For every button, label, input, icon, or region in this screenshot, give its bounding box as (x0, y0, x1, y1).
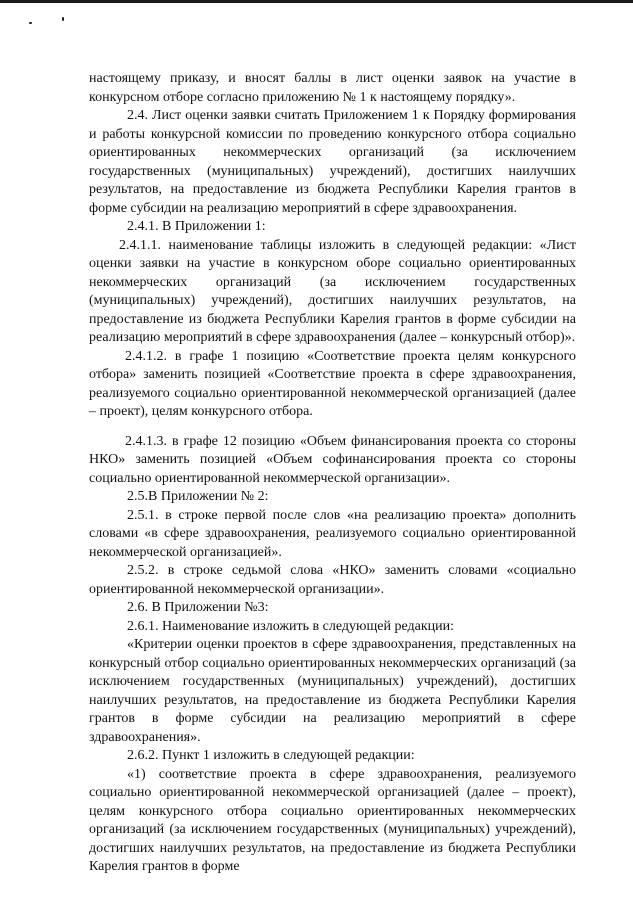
paragraph: 2.6.2. Пункт 1 изложить в следующей редакции: (127, 748, 415, 763)
paragraph: 2.6.1. Наименование изложить в следующей редакции: (127, 618, 454, 634)
paragraph: 2.4.1.3. в графе 12 позицию «Объем финансирования проекта со стороны НКО» заменить позицией «Объем софинансирования проекта со стороны социально ориентированной некоммерческой организации». (89, 433, 576, 486)
scan-speck (29, 22, 32, 24)
paragraph: 2.4.1.2. в графе 1 позицию «Соответствие проекта целям конкурсного отбора» заменить позицией «Соответствие проекта в сфере здравоохранения, реализуемого социально ориентированной некоммерческой организацией (далее – проект), целям конкурсного отбора. (89, 348, 576, 419)
paragraph: «Критерии оценки проектов в сфере здравоохранения, представленных на конкурсный отбор социально ориентированных некоммерческих организаций (за исключением государственных (муниципальных) учреждений), достигших наилучших результатов, на предоставление из бюджета Республики Карелия грантов в форме субсидии на реализацию мероприятий в сфере здравоохранения». (89, 637, 576, 745)
paragraph: настоящему приказу, и вносят баллы в лист оценки заявок на участие в конкурсном отборе согласно приложению № 1 к настоящему порядку». (89, 71, 576, 105)
paragraph: 2.4.1. В Приложении 1: (127, 219, 266, 234)
paragraph: 2.4. Лист оценки заявки считать Приложением 1 к Порядку формирования и работы конкурсной комиссии по проведению конкурсного отбора социально ориентированных некоммерческих организаций (за исключением государственных (муниципальных) учреждений), достигших наилучших результатов, на предоставление из бюджета Республики Карелия грантов в форме субсидии на реализацию мероприятий в сфере здравоохранения. (89, 108, 576, 216)
paragraph: «1) соответствие проекта в сфере здравоохранения, реализуемого социально ориентированной некоммерческой организацией (далее – проект), целям конкурсного отбора социально ориентированных некоммерческих организаций (за исключением государственных (муниципальных) учреждений), достигших наилучших результатов, на предоставление из бюджета Республики Карелия грантов в форме (89, 766, 576, 874)
document-body (89, 70, 576, 877)
paragraph: 2.6. В Приложении №3: (127, 600, 269, 615)
paragraph: 2.5.2. в строке седьмой слова «НКО» заменить словами «социально ориентированной некоммерческой организации». (89, 563, 576, 597)
scan-top-edge (0, 0, 633, 3)
scan-speck (62, 17, 64, 21)
paragraph: 2.5.В Приложении № 2: (127, 489, 269, 504)
paragraph: 2.5.1. в строке первой после слов «на реализацию проекта» дополнить словами «в сфере здравоохранения, реализуемого социально ориентированной некоммерческой организацией». (89, 507, 576, 560)
paragraph: 2.4.1.1. наименование таблицы изложить в следующей редакции: «Лист оценки заявки на участие в конкурсном оборе социально ориентированных некоммерческих организаций (за исключением государственных (муниципальных) учреждений), достигших наилучших результатов, на предоставление из бюджета Республики Карелия грантов в форме субсидии на реализацию мероприятий в сфере здравоохранения (далее – конкурсный отбор)». (89, 237, 576, 345)
